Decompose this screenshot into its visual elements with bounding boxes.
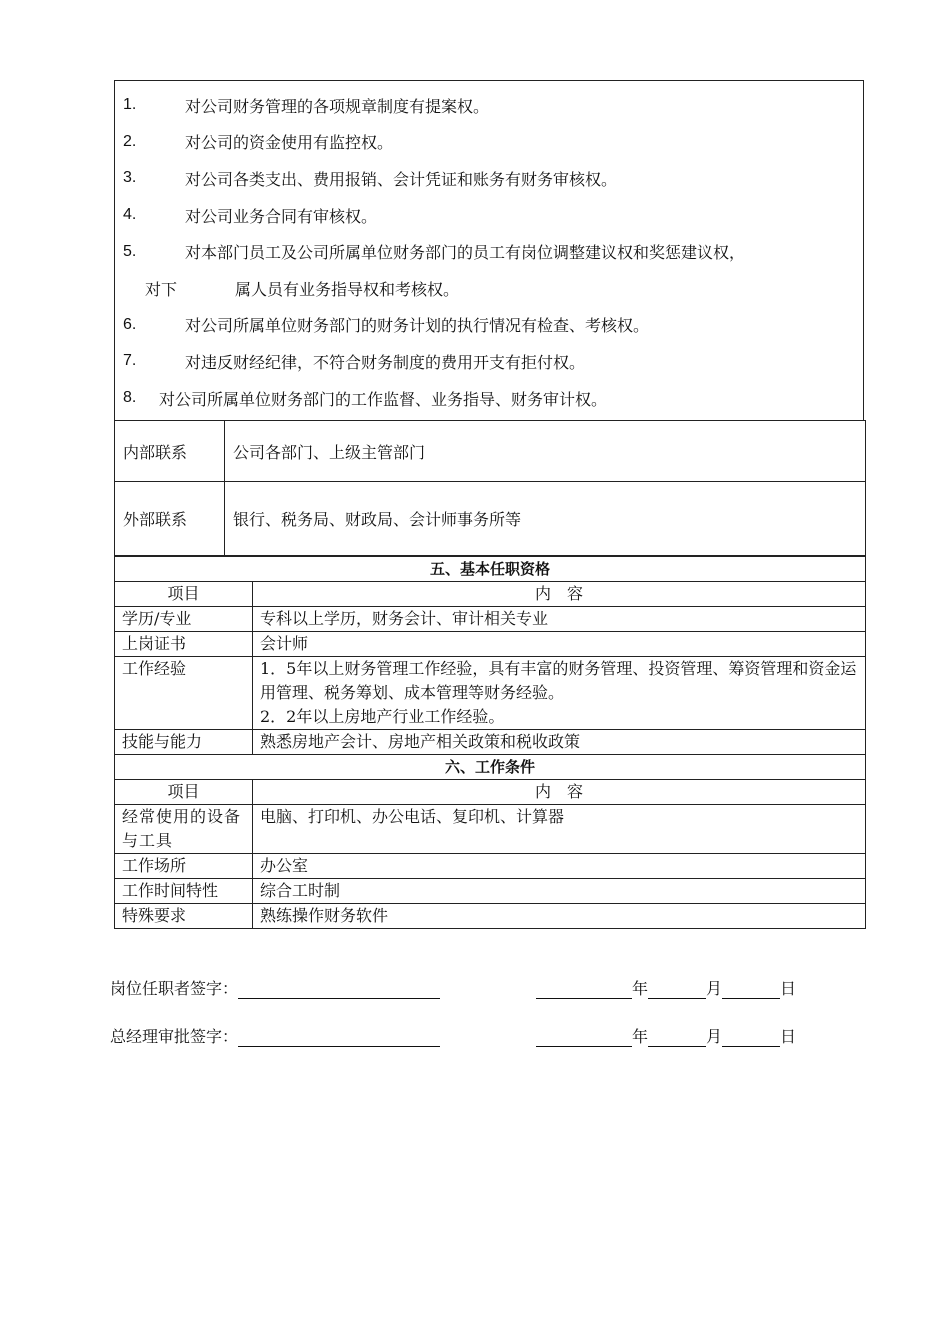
condition-value: 熟练操作财务软件 [253, 904, 866, 929]
qualification-value [253, 657, 866, 730]
authority-continuation-a: 对下 [145, 279, 178, 299]
year-line[interactable] [536, 980, 632, 999]
table-row [115, 482, 866, 556]
table-row [115, 607, 866, 632]
authority-list [114, 80, 864, 420]
year-label: 年 [632, 979, 649, 998]
contact-label: 外部联系 [115, 482, 225, 556]
condition-value: 电脑、打印机、办公电话、复印机、计算器 [253, 805, 866, 854]
table-row [115, 632, 866, 657]
qualification-key: 学历/专业 [115, 607, 253, 632]
table-row [115, 805, 866, 854]
table-row [115, 657, 866, 730]
condition-value: 综合工时制 [253, 879, 866, 904]
authority-number: 3. [123, 169, 137, 187]
condition-key: 特殊要求 [115, 904, 253, 929]
table-header-row [115, 780, 866, 805]
authority-item-continuation [123, 270, 855, 307]
qualification-value: 熟悉房地产会计、房地产相关政策和税收政策 [253, 730, 866, 755]
authority-continuation-b: 属人员有业务指导权和考核权。 [235, 279, 460, 299]
table-row [115, 557, 866, 582]
signature-label: 总经理审批签字： [110, 1027, 239, 1046]
day-line[interactable] [722, 1028, 780, 1047]
experience-line: 2．2年以上房地产行业工作经验。 [260, 707, 505, 727]
column-header-item: 项目 [115, 582, 253, 607]
authority-item [123, 160, 855, 197]
qualifications-table [114, 556, 866, 929]
day-line[interactable] [722, 980, 780, 999]
condition-key: 工作时间特性 [115, 879, 253, 904]
contact-value: 银行、税务局、财政局、会计师事务所等 [225, 482, 866, 556]
table-row [115, 755, 866, 780]
authority-number: 2. [123, 132, 137, 150]
month-label: 月 [706, 1027, 723, 1046]
qualification-value: 会计师 [253, 632, 866, 657]
table-row [115, 854, 866, 879]
authority-text: 对公司业务合同有审核权。 [185, 206, 378, 226]
qualification-value: 专科以上学历，财务会计、审计相关专业 [253, 607, 866, 632]
authority-text: 对公司所属单位财务部门的财务计划的执行情况有检查、考核权。 [185, 316, 650, 336]
authority-number: 4. [123, 206, 137, 224]
table-row [115, 421, 866, 482]
contacts-table [114, 420, 866, 556]
authority-item [123, 307, 855, 344]
authority-number: 7. [123, 352, 137, 370]
year-line[interactable] [536, 1028, 632, 1047]
authority-text: 对本部门员工及公司所属单位财务部门的员工有岗位调整建议权和奖惩建议权， [185, 243, 746, 263]
authority-item [123, 197, 855, 234]
column-header-item: 项目 [115, 780, 253, 805]
qualification-key: 上岗证书 [115, 632, 253, 657]
table-row [115, 904, 866, 929]
table-header-row [115, 582, 866, 607]
authority-number: 1. [123, 96, 137, 114]
section-title: 六、工作条件 [115, 755, 866, 780]
month-label: 月 [706, 979, 723, 998]
signature-row-manager [110, 1024, 796, 1047]
experience-line: 1．5年以上财务管理工作经验，具有丰富的财务管理、投资管理、筹资管理和资金运用管理、税务筹划、成本管理等财务经验。 [260, 659, 857, 703]
authority-number: 6. [123, 315, 137, 333]
authority-number: 8. [123, 389, 137, 407]
authority-number: 5. [123, 242, 137, 260]
column-header-content: 内 容 [253, 582, 866, 607]
signature-line[interactable] [238, 1028, 440, 1047]
year-label: 年 [632, 1027, 649, 1046]
qualification-key: 技能与能力 [115, 730, 253, 755]
column-header-content: 内 容 [253, 780, 866, 805]
authority-text: 对公司各类支出、费用报销、会计凭证和账务有财务审核权。 [185, 169, 618, 189]
signature-line[interactable] [238, 980, 440, 999]
authority-item [123, 380, 855, 417]
qualification-key: 工作经验 [115, 657, 253, 730]
day-label: 日 [780, 979, 797, 998]
authority-text: 对公司所属单位财务部门的工作监督、业务指导、财务审计权。 [159, 389, 608, 409]
contact-value: 公司各部门、上级主管部门 [225, 421, 866, 482]
authority-item [123, 233, 855, 270]
month-line[interactable] [648, 980, 706, 999]
condition-key: 经常使用的设备与工具 [115, 805, 253, 854]
signature-label: 岗位任职者签字： [110, 979, 239, 998]
authority-item [123, 124, 855, 161]
authority-item [123, 87, 855, 124]
section-title: 五、基本任职资格 [115, 557, 866, 582]
authority-text: 对公司的资金使用有监控权。 [185, 133, 394, 153]
job-description-sheet [114, 80, 864, 929]
authority-text: 对公司财务管理的各项规章制度有提案权。 [185, 96, 490, 116]
day-label: 日 [780, 1027, 797, 1046]
authority-item [123, 343, 855, 380]
signature-row-employee [110, 976, 796, 999]
authority-text: 对违反财经纪律，不符合财务制度的费用开支有拒付权。 [185, 352, 586, 372]
condition-value: 办公室 [253, 854, 866, 879]
table-row [115, 879, 866, 904]
condition-key: 工作场所 [115, 854, 253, 879]
month-line[interactable] [648, 1028, 706, 1047]
table-row [115, 730, 866, 755]
contact-label: 内部联系 [115, 421, 225, 482]
